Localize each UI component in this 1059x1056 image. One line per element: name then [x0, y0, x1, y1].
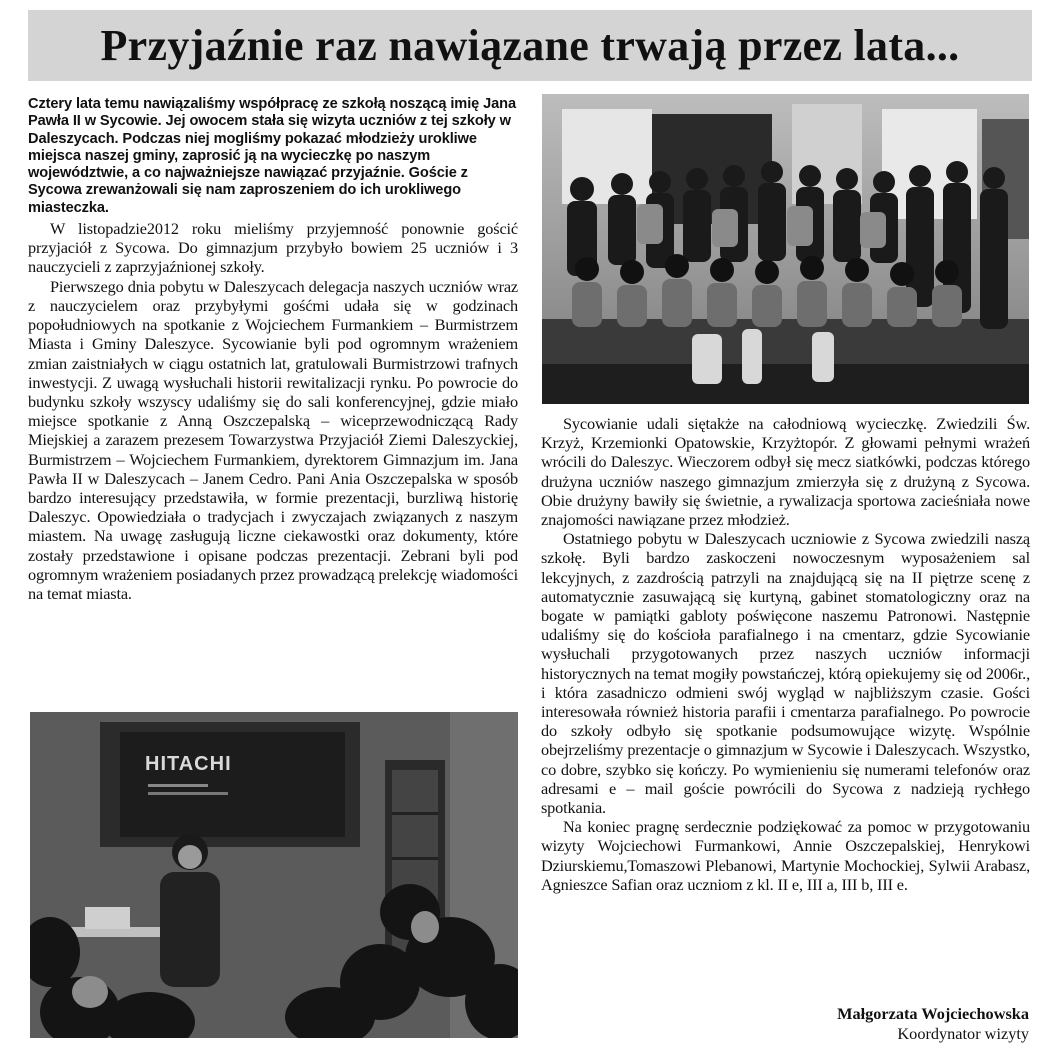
- classroom-photo: [30, 712, 518, 1038]
- body-paragraph: Sycowianie udali siętakże na całodniową wycieczkę. Zwiedzili Św. Krzyż, Krzemionki Opatowskie, Krzyżtopór. Z głowami pełnymi wrażeń wrócili do Daleszyc. Wieczorem odbył się mecz siatkówki, podczas którego drużyna uczniów naszego gimnazjum zmierzyła się z drużyną z Sycowa. Obie drużyny bawiły się świetnie, a rywalizacja sportowa zacieśniała nowe znajomości nawiązane przez młodzież.: [541, 414, 1030, 530]
- group-photo-illustration: [542, 94, 1029, 404]
- author-role: Koordynator wizyty: [897, 1024, 1029, 1043]
- screen-text: HITACHI: [145, 753, 232, 775]
- classroom-photo-illustration: [30, 712, 518, 1038]
- lead-paragraph: Cztery lata temu nawiązaliśmy współpracę ze szkołą noszącą imię Jana Pawła II w Sycowie. Jej owocem stała się wizyta uczniów z tej szkoły w Daleszycach. Podczas niej mogliśmy pokazać młodzieży urokliwe miejsca naszej gminy, zaprosić ją na wycieczkę po naszym województwie, a co najważniejsze nawiązać przyjaźnie. Goście z Sycowa zrewanżowali się nam zaproszeniem do ich urokliwego miasteczka.: [28, 96, 516, 216]
- body-paragraph: Na koniec pragnę serdecznie podziękować za pomoc w przygotowaniu wizyty Wojciechowi Furmankowi, Annie Oszczepalskiej, Henrykowi Dziurskiemu,Tomaszowi Plebanowi, Martynie Mochockiej, Sylwii Arabasz, Agnieszce Safian oraz uczniom z kl. II e, III a, III b, III e.: [541, 817, 1030, 894]
- author-name: Małgorzata Wojciechowska: [837, 1004, 1029, 1023]
- title-bar: [28, 10, 1032, 81]
- group-photo: [542, 94, 1029, 404]
- body-paragraph: Pierwszego dnia pobytu w Daleszycach delegacja naszych uczniów wraz z nauczycielem oraz przybyłymi gośćmi udała się w godzinach popołudniowych na spotkanie z Wojciechem Furmankiem – Burmistrzem Miasta i Gminy Daleszyce. Sycowianie byli pod ogromnym wrażeniem zmian zaistniałych w ciągu ostatnich lat, gratulowali Burmistrzowi trafnych inwestycji. Z uwagą wysłuchali historii rewitalizacji rynku. Po powrocie do budynku szkoły wszyscy udaliśmy się do sali konferencyjnej, gdzie miało miejsce spotkanie z Anną Oszczepalską – wiceprzewodniczącą Rady Miejskiej a zarazem prezesem Towarzystwa Przyjaciół Ziemi Daleszyckiej, Burmistrzem – Wojciechem Furmankiem, dyrektorem Gimnazjum im. Jana Pawła II w Daleszycach – Janem Cedro. Pani Ania Oszczepalska w sposób bardzo interesujący przedstawiła, w formie prezentacji, burzliwą historię Daleszyc. Opowiedziała o tradycjach i zwyczajach związanych z naszym miastem. Na uwagę zasługują liczne ciekawostki oraz dokumenty, które zostały przedstawione i opisane podczas prezentacji. Zebrani byli pod ogromnym wrażeniem posiadanych przez prowadzącą prelekcję wiadomości na temat miasta.: [28, 276, 518, 603]
- right-column: [541, 414, 1030, 894]
- left-column: [28, 96, 518, 603]
- body-paragraph: Ostatniego pobytu w Daleszycach uczniowie z Sycowa zwiedzili naszą szkołę. Byli bardzo zaskoczeni nowoczesnym wyposażeniem sal lekcyjnych, z zazdrością patrzyli na znajdującą się na II piętrze scenę z automatycznie zasuwającą się kurtyną, gabinet stomatologiczny oraz na bogate w pamiątki gabloty poświęcone naszemu Patronowi. Następnie udaliśmy się do kościoła parafialnego i na cmentarz, gdzie Sycowianie wysłuchali przygotowanych przez naszych uczniów informacji historycznych na temat mogiły powstańczej, którą opiekujemy się od 2006r., i która zasadniczo odmieni swój wygląd w najbliższym czasie. Gości interesowała również historia parafii i cmentarza parafialnego. Po powrocie do szkoły odbyło się spotkanie podsumowujące wizytę. Wspólnie obejrzeliśmy prezentacje o gimnazjum w Sycowie i Daleszycach. Wszystko, co dobre, szybko się kończy. Po wymienieniu się numerami telefonów oraz adresami e – mail goście powrócili do Sycowa z nadzieją rychłego spotkania.: [541, 529, 1030, 818]
- signature: [837, 1004, 1029, 1044]
- page-title: Przyjaźnie raz nawiązane trwają przez lata...: [100, 21, 960, 70]
- body-paragraph: W listopadzie2012 roku mieliśmy przyjemność ponownie gościć przyjaciół z Sycowa. Do gimnazjum przybyło bowiem 25 uczniów i 3 nauczycieli z zaprzyjaźnionej szkoły.: [28, 219, 518, 277]
